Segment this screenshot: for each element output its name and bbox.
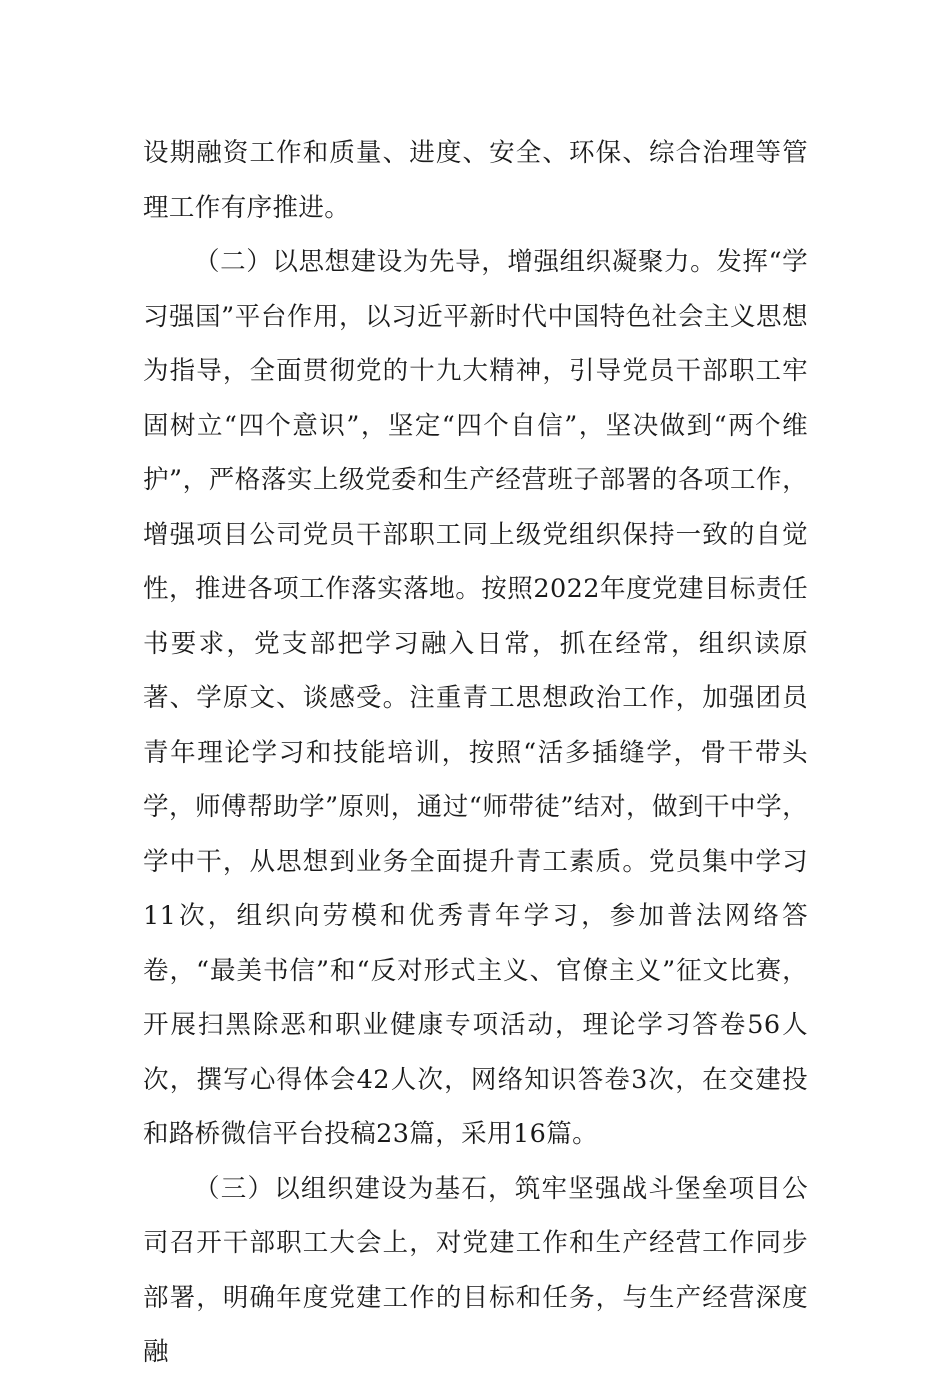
paragraph-ideological-building: （二）以思想建设为先导，增强组织凝聚力。发挥“学习强国”平台作用，以习近平新时代中国特色社会主义思想为指导，全面贯彻党的十九大精神，引导党员干部职工牢固树立“四个意识”，坚定“四个自信”，坚决做到“两个维护”，严格落实上级党委和生产经营班子部署的各项工作，增强项目公司党员干部职工同上级党组织保持一致的自觉性，推进各项工作落实落地。按照2022年度党建目标责任书要求，党支部把学习融入日常，抓在经常，组织读原著、学原文、谈感受。注重青工思想政治工作，加强团员青年理论学习和技能培训，按照“活多插缝学，骨干带头学，师傅帮助学”原则，通过“师带徒”结对，做到干中学，学中干，从思想到业务全面提升青工素质。党员集中学习11次，组织向劳模和优秀青年学习，参加普法网络答卷，“最美书信”和“反对形式主义、官僚主义”征文比赛，开展扫黑除恶和职业健康专项活动，理论学习答卷56人次，撰写心得体会42人次，网络知识答卷3次，在交建投和路桥微信平台投稿23篇，采用16篇。: [143, 247, 808, 1149]
document-body: [143, 126, 808, 1380]
paragraph-organizational-building: （三）以组织建设为基石，筑牢坚强战斗堡垒项目公司召开干部职工大会上，对党建工作和生产经营工作同步部署，明确年度党建工作的目标和任务，与生产经营深度融: [143, 1173, 808, 1367]
paragraph-continuation: 设期融资工作和质量、进度、安全、环保、综合治理等管理工作有序推进。: [143, 138, 808, 223]
